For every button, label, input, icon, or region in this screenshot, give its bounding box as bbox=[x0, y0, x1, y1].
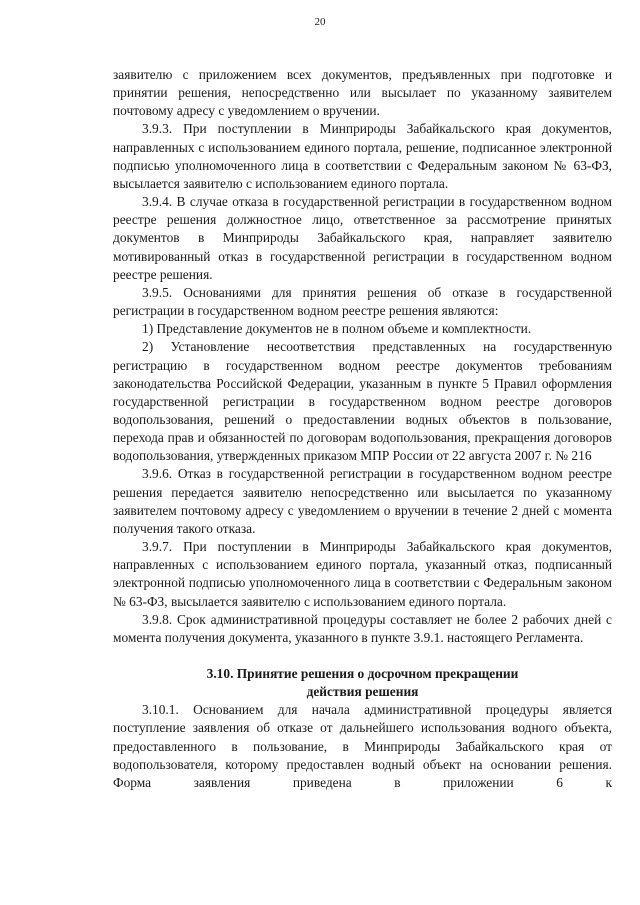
list-item-2: 2) Установление несоответствия представленных на государственную регистрацию в государственном водном реестре документов требованиям законодательства Российской Федерации, указанным в пункте 5 Правил оформления государственной регистрации в государственном водном реестре договоров водопользования, решений о предоставлении водных объектов в пользование, перехода прав и обязанностей по договорам водопользования, прекращения договоров водопользования, утвержденных приказом МПР России от 22 августа 2007 г. № 216 bbox=[113, 339, 612, 464]
paragraph-3-10-1: 3.10.1. Основанием для начала административной процедуры является поступление заявления об отказе от дальнейшего использования водного объекта, предоставленного в пользование, в Минприроды Забайкальского края от водопользователя, которому предоставлен водный объект на основании решения. Форма заявления приведена в приложении 6 к bbox=[113, 702, 612, 790]
paragraph-3-9-5: 3.9.5. Основаниями для принятия решения об отказе в государственной регистрации в государственном водном реестре решения являются: bbox=[113, 284, 612, 319]
paragraph-3-9-4: 3.9.4. В случае отказа в государственной регистрации в государственном водном реестре решения должностное лицо, ответственное за рассмотрение принятых документов в Минприроды Забайкальского края, направляет заявителю мотивированный отказ в государственной регистрации в государственном водном реестре решения. bbox=[113, 194, 612, 282]
section-heading bbox=[113, 665, 612, 701]
paragraph-3-9-8: 3.9.8. Срок административной процедуры составляет не более 2 рабочих дней с момента получения документа, указанного в пункте 3.9.1. настоящего Регламента. bbox=[113, 611, 612, 645]
page-number: 20 bbox=[314, 16, 326, 28]
list-item-1: 1) Представление документов не в полном объеме и комплектности. bbox=[142, 321, 532, 337]
paragraph-3-9-3: 3.9.3. При поступлении в Минприроды Забайкальского края документов, направленных с использованием единого портала, решение, подписанное электронной подписью уполномоченного лица в соответствии с Федеральным законом № 63-ФЗ, высылается заявителю с использованием единого портала. bbox=[113, 121, 612, 191]
paragraph-3-9-6: 3.9.6. Отказ в государственной регистрации в государственном водном реестре решения передается заявителю непосредственно или высылается по указанному заявителем почтовому адресу с уведомлением о вручении в течение 2 дней с момента получения такого отказа. bbox=[113, 466, 612, 536]
paragraph-3-9-7: 3.9.7. При поступлении в Минприроды Забайкальского края документов, направленных с использованием единого портала, указанный отказ, подписанный электронной подписью уполномоченного лица в соответствии с Федеральным законом № 63-ФЗ, высылается заявителю с использованием единого портала. bbox=[113, 539, 612, 609]
section-heading-line-2: действия решения bbox=[306, 684, 419, 700]
paragraph-continuation: заявителю с приложением всех документов, предъявленных при подготовке и принятии решения, непосредственно или высылает по указанному заявителем почтовому адресу с уведомлением о вручении. bbox=[113, 67, 612, 119]
document-body bbox=[113, 66, 612, 792]
section-heading-line-1: 3.10. Принятие решения о досрочном прекращении bbox=[206, 666, 519, 681]
